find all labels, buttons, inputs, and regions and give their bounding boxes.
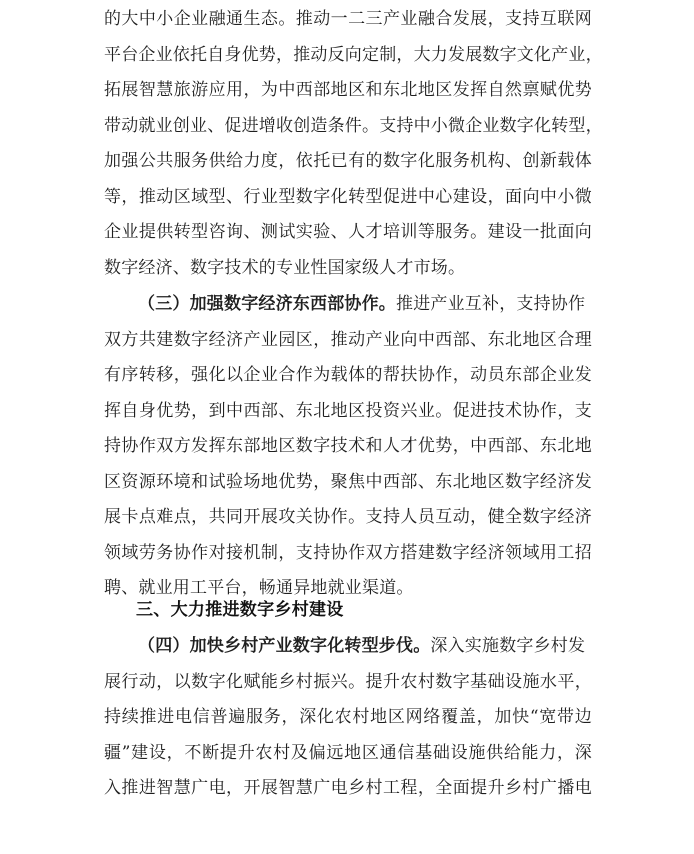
text-line: 挥自身优势，到中西部、东北地区投资兴业。促进技术协作，支 (104, 400, 592, 421)
text-line: 持续推进电信普遍服务，深化农村地区网络覆盖，加快“宽带边 (104, 707, 592, 727)
text-line: 双方共建数字经济产业园区，推动产业向中西部、东北地区合理 (104, 329, 592, 350)
text-line: 有序转移，强化以企业合作为载体的帮扶协作，动员东部企业发 (104, 365, 592, 385)
text-line-first (104, 629, 592, 665)
paragraph-1 (104, 2, 603, 286)
text-line: 带动就业创业、促进增收创造条件。支持中小微企业数字化转型， (104, 115, 603, 136)
text-line: 持协作双方发挥东部地区数字技术和人才优势，中西部、东北地 (104, 436, 592, 456)
text-line: 展行动，以数字化赋能乡村振兴。提升农村数字基础设施水平， (104, 671, 592, 692)
text-line: 区资源环境和试验场地优势，聚焦中西部、东北地区数字经济发 (104, 471, 592, 492)
paragraph-2 (104, 287, 592, 607)
text-line: 聘、就业用工平台，畅通异地就业渠道。 (104, 578, 414, 598)
text-line: 展卡点难点，共同开展攻关协作。支持人员互动，健全数字经济 (104, 507, 592, 527)
text-line: 疆”建设，不断提升农村及偏远地区通信基础设施供给能力，深 (104, 742, 592, 763)
text-line-first (104, 287, 592, 323)
text-line: 等，推动区域型、行业型数字化转型促进中心建设，面向中小微 (104, 186, 592, 207)
text-line: 的大中小企业融通生态。推动一二三产业融合发展，支持互联网 (104, 9, 592, 29)
text-line: 加强公共服务供给力度，依托已有的数字化服务机构、创新载体 (104, 151, 592, 171)
paragraph-3 (104, 629, 592, 807)
text-line: 领域劳务协作对接机制，支持协作双方搭建数字经济领域用工招 (104, 542, 592, 563)
text-line: 企业提供转型咨询、测试实验、人才培训等服务。建设一批面向 (104, 222, 592, 242)
paragraph-lead: （三）加强数字经济东西部协作。 (138, 294, 396, 314)
paragraph-lead-rest: 推进产业互补，支持协作 (396, 294, 586, 314)
paragraph-lead: （四）加快乡村产业数字化转型步伐。 (138, 636, 431, 656)
text-line: 拓展智慧旅游应用，为中西部地区和东北地区发挥自然禀赋优势 (104, 80, 592, 100)
section-heading: 三、大力推进数字乡村建设 (136, 600, 344, 620)
text-line: 数字经济、数字技术的专业性国家级人才市场。 (104, 257, 466, 278)
text-line: 平台企业依托自身优势，推动反向定制，大力发展数字文化产业， (104, 44, 603, 65)
text-line: 入推进智慧广电，开展智慧广电乡村工程，全面提升乡村广播电 (104, 778, 592, 798)
paragraph-lead-rest: 深入实施数字乡村发 (430, 636, 586, 656)
